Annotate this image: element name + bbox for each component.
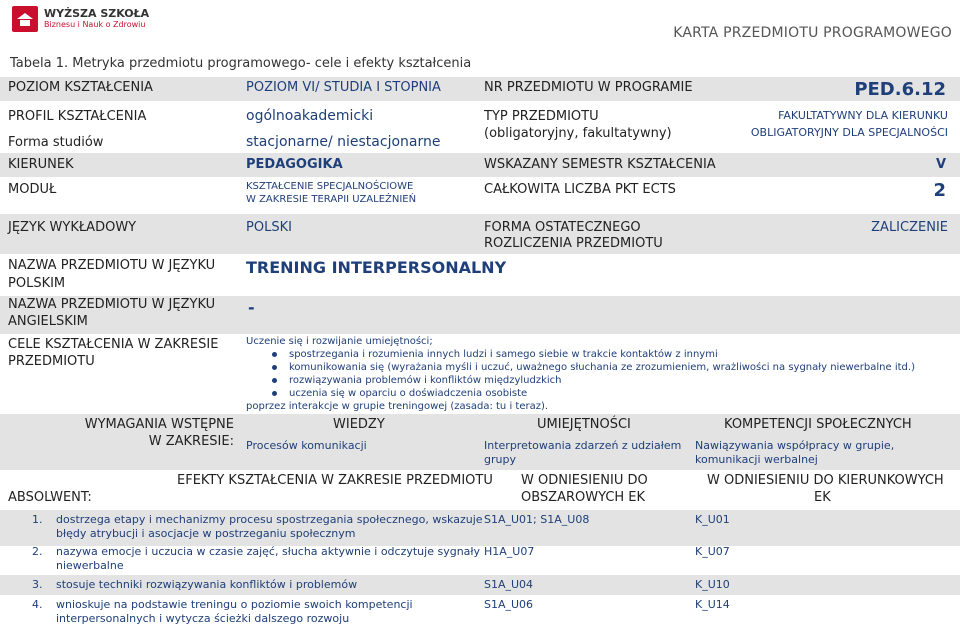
wymagania-label-1: WYMAGANIA WSTĘPNE [84, 417, 234, 432]
school-logo [12, 6, 150, 32]
umiejetnosci-header: UMIEJĘTNOŚCI [537, 417, 631, 432]
modul-value-2: W ZAKRESIE TERAPII UZALEŻNIEŃ [246, 194, 417, 205]
ects-value: 2 [933, 180, 946, 201]
nr-przedmiotu-label: NR PRZEDMIOTU W PROGRAMIE [484, 80, 693, 95]
logo-line1: WYŻSZA SZKOŁA [44, 7, 150, 20]
table-caption: Tabela 1. Metryka przedmiotu programowego- cele i efekty kształcenia [10, 56, 472, 71]
graduation-cap-icon [12, 6, 38, 32]
poziom-label: POZIOM KSZTAŁCENIA [8, 80, 153, 95]
semestr-label: WSKAZANY SEMESTR KSZTAŁCENIA [484, 157, 716, 172]
nazwa-en-label-2: ANGIELSKIM [8, 314, 88, 329]
umiejetnosci-value-1: Interpretowania zdarzeń z udziałem [484, 439, 682, 452]
efekt-text-1: nazywa emocje i uczucia w czasie zajęć, słucha aktywnie i odczytuje sygnały [56, 545, 481, 558]
efekt-text-2: błędy atrybucji i asocjacje w postrzeganiu społecznym [56, 527, 356, 540]
nazwa-pl-label-1: NAZWA PRZEDMIOTU W JĘZYKU [8, 258, 216, 273]
obszar-header-1: W ODNIESIENIU DO [521, 473, 648, 488]
bullet-icon [272, 352, 277, 357]
logo-line2: Biznesu i Nauk o Zdrowiu [44, 20, 146, 29]
nr-przedmiotu-value: PED.6.12 [854, 79, 946, 100]
forma-studiow-value: stacjonarne/ niestacjonarne [246, 134, 441, 150]
efekt-number: 3. [32, 578, 43, 591]
cele-intro: Uczenie się i rozwijanie umiejętności; [246, 336, 433, 347]
nazwa-pl-value: TRENING INTERPERSONALNY [246, 258, 507, 277]
efekt-kierunek: K_U07 [695, 545, 730, 558]
efekt-text-1: stosuje techniki rozwiązywania konfliktów i problemów [56, 578, 358, 591]
bullet-icon [272, 391, 277, 396]
cele-label-2: PRZEDMIOTU [8, 354, 95, 369]
efekt-obszar: S1A_U04 [484, 578, 534, 591]
efekt-kierunek: K_U10 [695, 578, 730, 591]
wymagania-label-2: W ZAKRESIE: [148, 434, 234, 449]
efekt-text-2: niewerbalne [56, 559, 124, 572]
cele-label-1: CELE KSZTAŁCENIA W ZAKRESIE [8, 337, 219, 352]
bullet-icon [272, 365, 277, 370]
obszar-header-2: OBSZAROWYCH EK [521, 490, 646, 505]
efekt-text-2: interpersonalnych i wytycza ścieżki dalszego rozwoju [56, 612, 350, 625]
jezyk-value: POLSKI [246, 220, 292, 235]
typ-value-2: OBLIGATORYJNY DLA SPECJALNOŚCI [750, 126, 948, 139]
document-title: KARTA PRZEDMIOTU PROGRAMOWEGO [673, 25, 952, 41]
cele-bullet: uczenia się w oparciu o doświadczenia osobiste [272, 388, 527, 399]
profil-label: PROFIL KSZTAŁCENIA [8, 109, 147, 124]
efekt-number: 1. [32, 513, 43, 526]
kompetencje-header: KOMPETENCJI SPOŁECZNYCH [724, 417, 912, 432]
profil-value: ogólnoakademicki [246, 108, 374, 124]
semestr-value: V [935, 157, 946, 172]
efekt-obszar: H1A_U07 [484, 545, 535, 558]
efekt-text-1: wnioskuje na podstawie treningu o poziomie swoich kompetencji [56, 598, 413, 611]
forma-rozliczenia-label-2: ROZLICZENIA PRZEDMIOTU [484, 236, 663, 251]
forma-studiow-label: Forma studiów [8, 135, 104, 150]
kierunek-header-1: W ODNIESIENIU DO KIERUNKOWYCH [707, 473, 944, 488]
modul-value-1: KSZTAŁCENIE SPECJALNOŚCIOWE [246, 181, 414, 192]
forma-rozliczenia-label-1: FORMA OSTATECZNEGO [484, 220, 641, 235]
efekt-kierunek: K_U14 [695, 598, 730, 611]
efekty-header: EFEKTY KSZTAŁCENIA W ZAKRESIE PRZEDMIOTU [177, 473, 493, 488]
kierunek-value: PEDAGOGIKA [246, 157, 343, 172]
typ-value-1: FAKULTATYWNY DLA KIERUNKU [778, 109, 948, 122]
kompetencje-value-1: Nawiązywania współpracy w grupie, [695, 439, 895, 452]
efekt-number: 4. [32, 598, 43, 611]
forma-rozliczenia-value: ZALICZENIE [871, 220, 948, 235]
efekt-text-1: dostrzega etapy i mechanizmy procesu spostrzegania społecznego, wskazuje [56, 513, 483, 526]
cele-bullet: rozwiązywania problemów i konfliktów międzyludzkich [272, 375, 562, 386]
cele-bullet: spostrzegania i rozumienia innych ludzi i samego siebie w trakcie kontaktów z innymi [272, 349, 718, 360]
absolwent-label: ABSOLWENT: [8, 490, 92, 505]
efekt-obszar: S1A_U01; S1A_U08 [484, 513, 590, 526]
wiedzy-value: Procesów komunikacji [246, 439, 367, 452]
cele-bullet: komunikowania się (wyrażania myśli i uczuć, uważnego słuchania ze zrozumieniem, wrażliwości na sygnały niewerbalne itd.) [272, 362, 915, 373]
poziom-value: POZIOM VI/ STUDIA I STOPNIA [246, 80, 441, 95]
kierunek-header-2: EK [814, 490, 831, 505]
umiejetnosci-value-2: grupy [484, 453, 516, 466]
ects-label: CAŁKOWITA LICZBA PKT ECTS [484, 182, 676, 197]
nazwa-en-label-1: NAZWA PRZEDMIOTU W JĘZYKU [8, 297, 216, 312]
bullet-icon [272, 378, 277, 383]
nazwa-en-value: - [248, 298, 255, 317]
jezyk-label: JĘZYK WYKŁADOWY [8, 220, 137, 235]
typ-sub-label: (obligatoryjny, fakultatywny) [484, 126, 672, 141]
cele-outro: poprzez interakcje w grupie treningowej (zasada: tu i teraz). [246, 401, 549, 412]
kierunek-label: KIERUNEK [8, 157, 74, 172]
kompetencje-value-2: komunikacji werbalnej [695, 453, 818, 466]
typ-label: TYP PRZEDMIOTU [484, 109, 599, 124]
efekt-obszar: S1A_U06 [484, 598, 534, 611]
efekt-number: 2. [32, 545, 43, 558]
efekt-kierunek: K_U01 [695, 513, 730, 526]
nazwa-pl-label-2: POLSKIM [8, 276, 66, 291]
modul-label: MODUŁ [8, 182, 57, 197]
wiedzy-header: WIEDZY [333, 417, 385, 432]
